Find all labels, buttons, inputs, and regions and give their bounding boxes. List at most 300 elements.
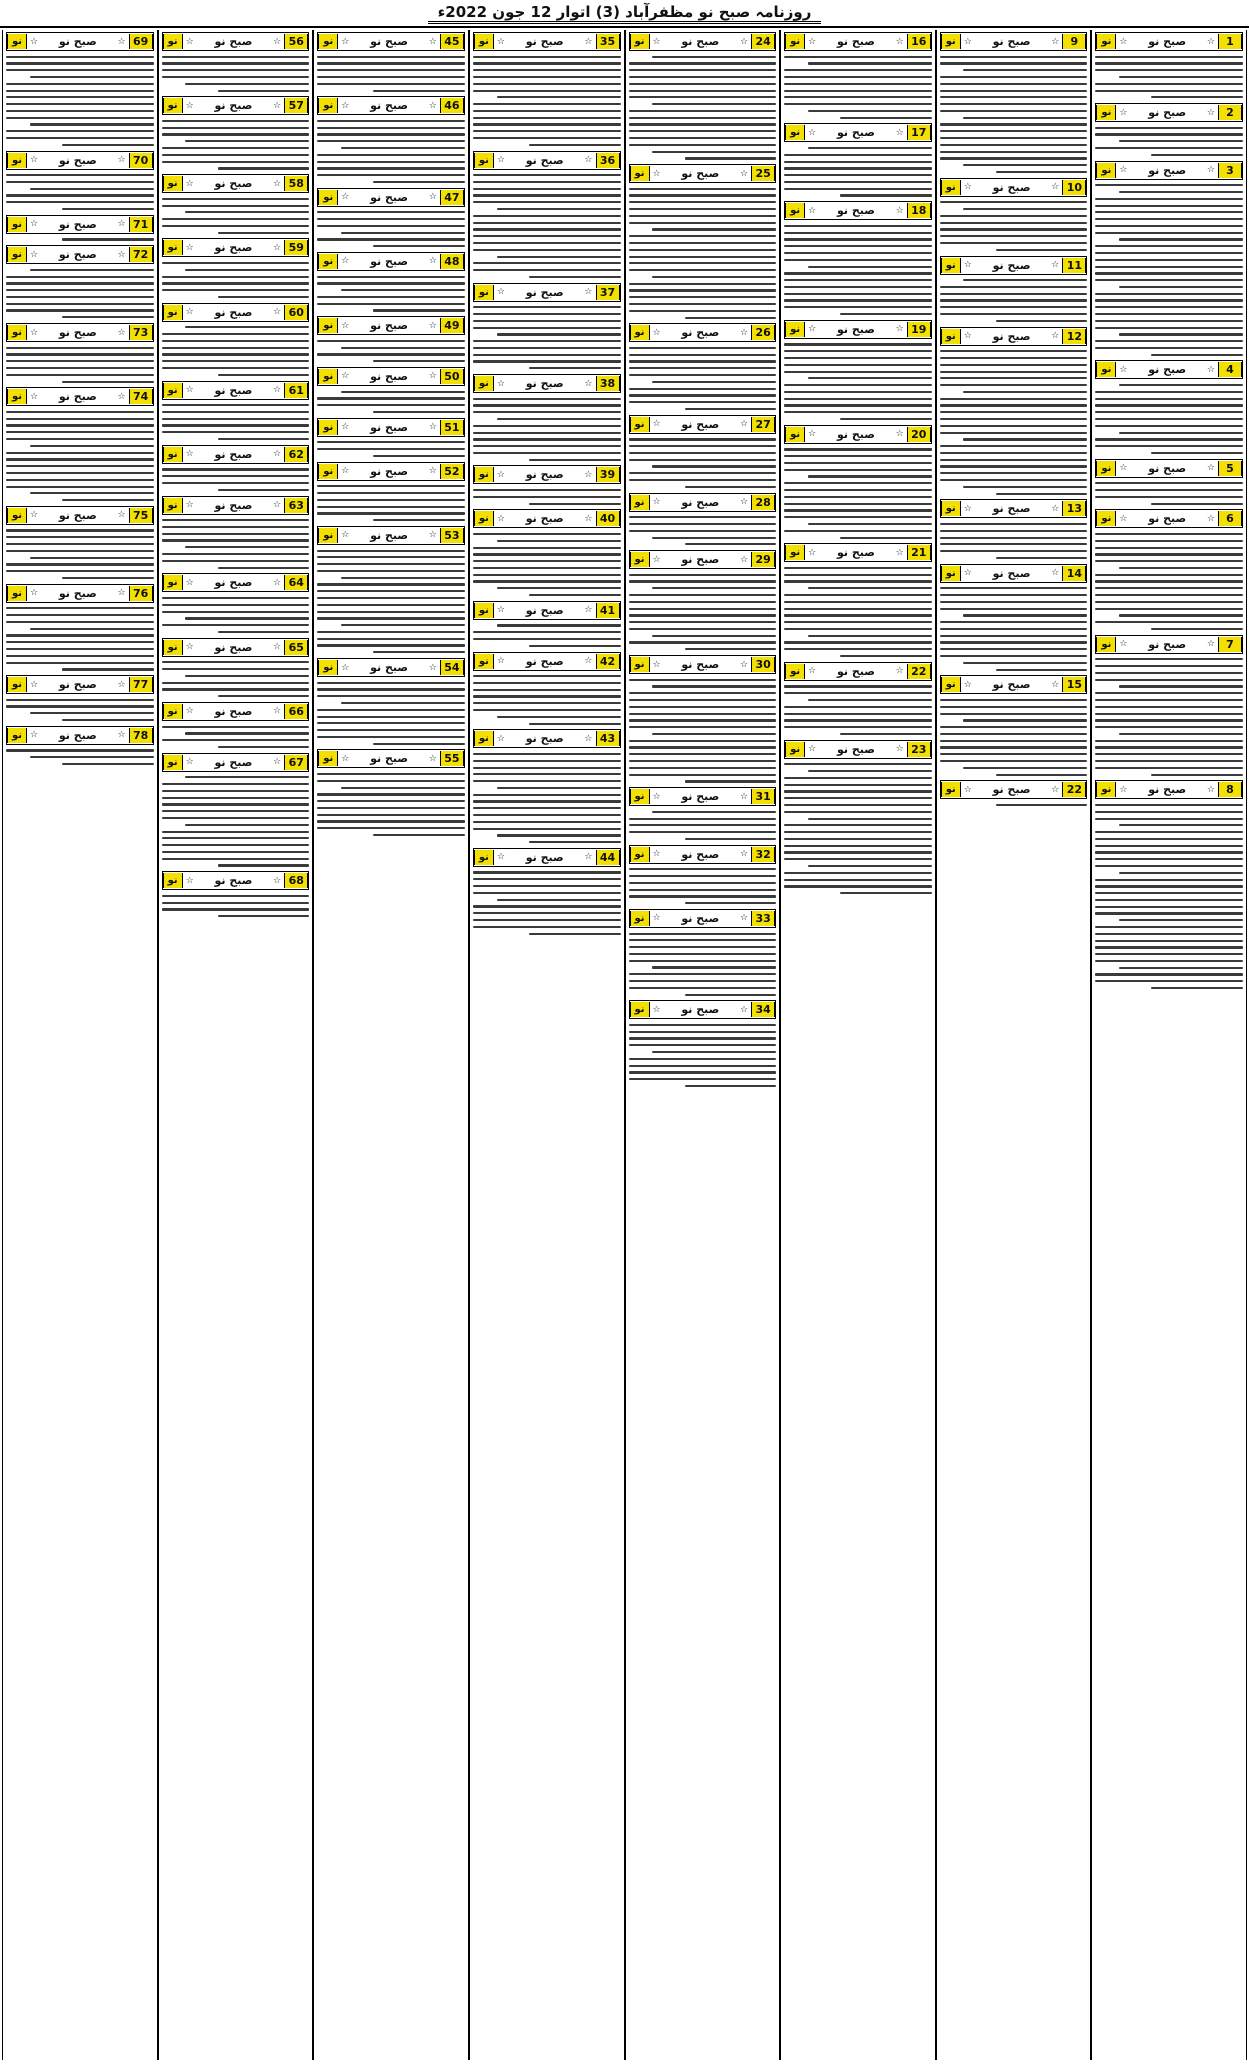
- item-title: صبح نو: [525, 285, 564, 299]
- text-line: [162, 133, 310, 135]
- text-line: [1095, 445, 1243, 447]
- text-line: [1095, 845, 1243, 847]
- star-icon: ☆: [895, 205, 904, 216]
- text-line: [1095, 83, 1243, 85]
- paper-logo: نو: [630, 552, 650, 567]
- star-icon: ☆: [185, 875, 194, 886]
- news-item: [784, 32, 932, 119]
- text-line: [317, 167, 465, 169]
- text-line: [497, 96, 621, 98]
- item-body-text: [162, 262, 310, 298]
- star-icon: ☆: [1119, 639, 1128, 650]
- text-line: [1095, 418, 1243, 420]
- text-line: [784, 293, 932, 295]
- text-line: [185, 732, 309, 734]
- text-line: [629, 110, 777, 112]
- item-number-badge: 36: [596, 153, 620, 168]
- item-number-badge: 33: [751, 911, 775, 926]
- news-item-header: [1095, 360, 1243, 379]
- paper-logo: نو: [630, 911, 650, 926]
- text-line: [317, 611, 465, 613]
- news-item: [1095, 161, 1243, 356]
- text-line: [808, 266, 932, 268]
- text-line: [317, 556, 465, 558]
- paper-logo: نو: [163, 575, 183, 590]
- star-icon: ☆: [652, 327, 661, 338]
- item-number-badge: 8: [1218, 782, 1242, 797]
- text-line: [473, 215, 621, 217]
- text-line: [629, 360, 777, 362]
- item-title: صبح نو: [214, 99, 253, 113]
- item-body-text: [1095, 127, 1243, 156]
- item-number-badge: 54: [440, 660, 464, 675]
- text-line: [62, 208, 154, 210]
- text-line: [529, 723, 621, 725]
- text-line: [185, 83, 309, 85]
- text-line: [629, 875, 777, 877]
- star-icon: ☆: [117, 510, 126, 521]
- paper-logo: نو: [318, 464, 338, 479]
- text-line: [629, 137, 777, 139]
- text-line: [1095, 940, 1243, 942]
- text-line: [529, 459, 621, 461]
- text-line: [162, 62, 310, 64]
- text-line: [1095, 438, 1243, 440]
- text-line: [963, 69, 1087, 71]
- text-line: [652, 966, 776, 968]
- text-line: [940, 459, 1088, 461]
- text-line: [1095, 885, 1243, 887]
- text-line: [963, 117, 1087, 119]
- news-item-header: [6, 32, 154, 51]
- text-line: [629, 973, 777, 975]
- news-item: [317, 252, 465, 312]
- text-line: [940, 479, 1088, 481]
- star-icon: ☆: [740, 913, 749, 924]
- news-item: [162, 702, 310, 748]
- news-item-header: [317, 526, 465, 545]
- text-line: [473, 110, 621, 112]
- news-item-header: [784, 425, 932, 444]
- item-title: صبح نو: [1148, 461, 1187, 475]
- text-line: [317, 140, 465, 142]
- text-line: [784, 391, 932, 393]
- star-icon: ☆: [895, 547, 904, 558]
- text-line: [685, 543, 777, 545]
- news-item-header: [629, 32, 777, 51]
- star-icon: ☆: [584, 513, 593, 524]
- text-line: [473, 547, 621, 549]
- star-icon: ☆: [273, 875, 282, 886]
- text-line: [1095, 601, 1243, 603]
- star-icon: ☆: [740, 659, 749, 670]
- text-line: [940, 83, 1088, 85]
- text-line: [473, 638, 621, 640]
- star-icon: ☆: [1206, 639, 1215, 650]
- text-line: [218, 374, 310, 376]
- paper-logo: نو: [318, 420, 338, 435]
- text-line: [629, 235, 777, 237]
- text-line: [473, 905, 621, 907]
- item-title: صبح نو: [1148, 163, 1187, 177]
- text-line: [940, 201, 1088, 203]
- text-line: [784, 872, 932, 874]
- text-line: [629, 289, 777, 291]
- text-line: [940, 242, 1088, 244]
- item-number-badge: 72: [129, 247, 153, 262]
- news-item-header: [629, 323, 777, 342]
- text-line: [1095, 746, 1243, 748]
- item-number-badge: 26: [751, 325, 775, 340]
- text-line: [784, 885, 932, 887]
- news-item: [784, 201, 932, 315]
- text-line: [317, 485, 465, 487]
- text-line: [940, 418, 1088, 420]
- text-line: [473, 767, 621, 769]
- text-line: [473, 533, 621, 535]
- item-number-badge: 32: [751, 847, 775, 862]
- text-line: [162, 895, 310, 897]
- text-line: [940, 550, 1088, 552]
- text-line: [1095, 404, 1243, 406]
- text-line: [784, 628, 932, 630]
- text-line: [784, 238, 932, 240]
- text-line: [784, 455, 932, 457]
- item-body-text: [784, 567, 932, 657]
- text-line: [373, 519, 465, 521]
- text-line: [30, 188, 154, 190]
- item-body-text: [6, 699, 154, 722]
- news-item: [317, 96, 465, 183]
- text-line: [185, 211, 309, 213]
- text-line: [6, 621, 154, 623]
- text-line: [629, 824, 777, 826]
- text-line: [473, 702, 621, 704]
- text-line: [473, 103, 621, 105]
- text-line: [317, 597, 465, 599]
- news-item-header: [317, 418, 465, 437]
- news-item: [6, 506, 154, 579]
- text-line: [784, 272, 932, 274]
- paper-logo: نو: [7, 389, 27, 404]
- text-line: [996, 493, 1088, 495]
- star-icon: ☆: [496, 605, 505, 616]
- item-number-badge: 2: [1218, 105, 1242, 120]
- text-line: [529, 367, 621, 369]
- news-item: [162, 381, 310, 441]
- star-icon: ☆: [30, 510, 39, 521]
- star-icon: ☆: [117, 249, 126, 260]
- text-line: [940, 465, 1088, 467]
- text-line: [1095, 621, 1243, 623]
- item-body-text: [473, 533, 621, 596]
- star-icon: ☆: [1206, 513, 1215, 524]
- text-line: [1095, 946, 1243, 948]
- news-item-header: [473, 151, 621, 170]
- text-line: [629, 208, 777, 210]
- text-line: [1095, 299, 1243, 301]
- text-line: [784, 621, 932, 623]
- news-item: [940, 32, 1088, 173]
- text-line: [30, 492, 154, 494]
- text-line: [473, 445, 621, 447]
- text-line: [1095, 547, 1243, 549]
- item-title: صبح نو: [214, 576, 253, 590]
- text-line: [1095, 811, 1243, 813]
- text-line: [784, 167, 932, 169]
- text-line: [473, 398, 621, 400]
- text-line: [1095, 574, 1243, 576]
- item-body-text: [473, 56, 621, 146]
- text-line: [940, 144, 1088, 146]
- news-item-header: [162, 573, 310, 592]
- text-line: [6, 181, 154, 183]
- star-icon: ☆: [30, 36, 39, 47]
- paper-logo: نو: [163, 34, 183, 49]
- item-title: صبح نو: [836, 322, 875, 336]
- item-title: صبح نو: [525, 468, 564, 482]
- text-line: [940, 753, 1088, 755]
- news-column: [936, 30, 1092, 2060]
- text-line: [996, 249, 1088, 251]
- item-title: صبح نو: [681, 1003, 720, 1017]
- item-title: صبح نو: [214, 704, 253, 718]
- text-line: [784, 831, 932, 833]
- item-body-text: [629, 516, 777, 545]
- star-icon: ☆: [428, 753, 437, 764]
- text-line: [629, 188, 777, 190]
- text-line: [473, 919, 621, 921]
- text-line: [940, 96, 1088, 98]
- paper-logo: نو: [630, 417, 650, 432]
- text-line: [497, 587, 621, 589]
- star-icon: ☆: [1119, 364, 1128, 375]
- item-body-text: [784, 225, 932, 315]
- news-item: [473, 652, 621, 725]
- text-line: [162, 367, 310, 369]
- text-line: [1095, 926, 1243, 928]
- text-line: [940, 608, 1088, 610]
- news-item-header: [784, 320, 932, 339]
- text-line: [473, 425, 621, 427]
- text-line: [6, 96, 154, 98]
- paper-logo: نو: [785, 545, 805, 560]
- paper-logo: نو: [163, 640, 183, 655]
- text-line: [317, 604, 465, 606]
- text-line: [162, 688, 310, 690]
- text-line: [317, 617, 465, 619]
- text-line: [162, 597, 310, 599]
- news-item: [629, 787, 777, 840]
- news-item-header: [940, 499, 1088, 518]
- star-icon: ☆: [496, 378, 505, 389]
- text-line: [62, 144, 154, 146]
- text-line: [1095, 831, 1243, 833]
- item-number-badge: 47: [440, 190, 464, 205]
- text-line: [940, 746, 1088, 748]
- star-icon: ☆: [808, 324, 817, 335]
- item-title: صبح نو: [681, 553, 720, 567]
- item-number-badge: 48: [440, 254, 464, 269]
- paper-logo: نو: [163, 98, 183, 113]
- text-line: [940, 543, 1088, 545]
- item-number-badge: 46: [440, 98, 464, 113]
- news-item: [6, 215, 154, 241]
- star-icon: ☆: [496, 513, 505, 524]
- text-line: [685, 780, 777, 782]
- paper-logo: نو: [163, 305, 183, 320]
- text-line: [317, 211, 465, 213]
- text-line: [317, 780, 465, 782]
- star-icon: ☆: [428, 192, 437, 203]
- text-line: [629, 123, 777, 125]
- star-icon: ☆: [273, 36, 282, 47]
- item-number-badge: 56: [284, 34, 308, 49]
- news-item-header: [940, 256, 1088, 275]
- text-line: [497, 256, 621, 258]
- star-icon: ☆: [185, 36, 194, 47]
- text-line: [473, 432, 621, 434]
- text-line: [784, 364, 932, 366]
- text-line: [317, 62, 465, 64]
- news-item-header: [317, 749, 465, 768]
- text-line: [6, 130, 154, 132]
- star-icon: ☆: [1206, 36, 1215, 47]
- star-icon: ☆: [496, 469, 505, 480]
- star-icon: ☆: [808, 666, 817, 677]
- item-number-badge: 5: [1218, 461, 1242, 476]
- text-line: [784, 83, 932, 85]
- item-number-badge: 29: [751, 552, 775, 567]
- news-item: [940, 327, 1088, 495]
- text-line: [6, 570, 154, 572]
- news-column: [2, 30, 158, 2060]
- news-item-header: [940, 178, 1088, 197]
- text-line: [1119, 919, 1243, 921]
- text-line: [808, 62, 932, 64]
- star-icon: ☆: [895, 127, 904, 138]
- text-line: [940, 425, 1088, 427]
- item-body-text: [940, 523, 1088, 559]
- text-line: [963, 391, 1087, 393]
- item-title: صبح نو: [836, 35, 875, 48]
- news-item-header: [162, 753, 310, 772]
- news-item-header: [629, 493, 777, 512]
- news-item-header: [473, 652, 621, 671]
- item-body-text: [629, 438, 777, 488]
- text-line: [473, 885, 621, 887]
- text-line: [629, 249, 777, 251]
- item-title: صبح نو: [681, 847, 720, 861]
- item-title: صبح نو: [370, 254, 409, 268]
- news-column: [313, 30, 469, 2060]
- news-item: [162, 96, 310, 169]
- paper-logo: نو: [7, 34, 27, 49]
- star-icon: ☆: [808, 744, 817, 755]
- item-number-badge: 37: [596, 285, 620, 300]
- news-item-header: [317, 658, 465, 677]
- masthead: [0, 0, 1249, 28]
- news-item: [784, 662, 932, 735]
- text-line: [1095, 719, 1243, 721]
- item-number-badge: 4: [1218, 362, 1242, 377]
- star-icon: ☆: [808, 36, 817, 47]
- item-number-badge: 34: [751, 1002, 775, 1017]
- news-item-header: [940, 32, 1088, 51]
- text-line: [6, 90, 154, 92]
- text-line: [629, 215, 777, 217]
- text-line: [1095, 398, 1243, 400]
- item-title: صبح نو: [214, 447, 253, 461]
- star-icon: ☆: [740, 554, 749, 565]
- text-line: [473, 489, 621, 491]
- text-line: [1095, 347, 1243, 349]
- star-icon: ☆: [584, 733, 593, 744]
- item-title: صبح نو: [992, 566, 1031, 580]
- paper-logo: نو: [1096, 34, 1116, 49]
- text-line: [784, 482, 932, 484]
- item-body-text: [6, 269, 154, 319]
- news-item: [317, 188, 465, 248]
- text-line: [940, 137, 1088, 139]
- news-item: [6, 32, 154, 146]
- news-item: [473, 509, 621, 596]
- news-item: [940, 499, 1088, 559]
- text-line: [784, 641, 932, 643]
- paper-logo: نو: [474, 654, 494, 669]
- text-line: [629, 1037, 777, 1039]
- news-item: [784, 320, 932, 420]
- text-line: [62, 316, 154, 318]
- news-item-header: [6, 215, 154, 234]
- text-line: [317, 340, 465, 342]
- news-item-header: [940, 564, 1088, 583]
- text-line: [784, 509, 932, 511]
- star-icon: ☆: [341, 371, 350, 382]
- text-line: [162, 218, 310, 220]
- item-title: صبح نو: [992, 258, 1031, 272]
- star-icon: ☆: [740, 497, 749, 508]
- text-line: [1095, 482, 1243, 484]
- text-line: [62, 499, 154, 501]
- text-line: [940, 222, 1088, 224]
- text-line: [317, 127, 465, 129]
- paper-logo: نو: [630, 847, 650, 862]
- news-item: [629, 655, 777, 783]
- text-line: [1095, 767, 1243, 769]
- text-line: [784, 777, 932, 779]
- text-line: [497, 540, 621, 542]
- item-title: صبح نو: [681, 167, 720, 181]
- text-line: [317, 83, 465, 85]
- text-line: [317, 441, 465, 443]
- paper-logo: نو: [163, 447, 183, 462]
- text-line: [629, 868, 777, 870]
- item-number-badge: 11: [1062, 258, 1086, 273]
- text-line: [529, 144, 621, 146]
- item-body-text: [940, 587, 1088, 671]
- text-line: [473, 194, 621, 196]
- text-line: [497, 418, 621, 420]
- text-line: [784, 804, 932, 806]
- text-line: [629, 641, 777, 643]
- star-icon: ☆: [428, 320, 437, 331]
- star-icon: ☆: [341, 320, 350, 331]
- item-number-badge: 44: [596, 850, 620, 865]
- text-line: [1119, 76, 1243, 78]
- text-line: [185, 675, 309, 677]
- paper-logo: نو: [318, 660, 338, 675]
